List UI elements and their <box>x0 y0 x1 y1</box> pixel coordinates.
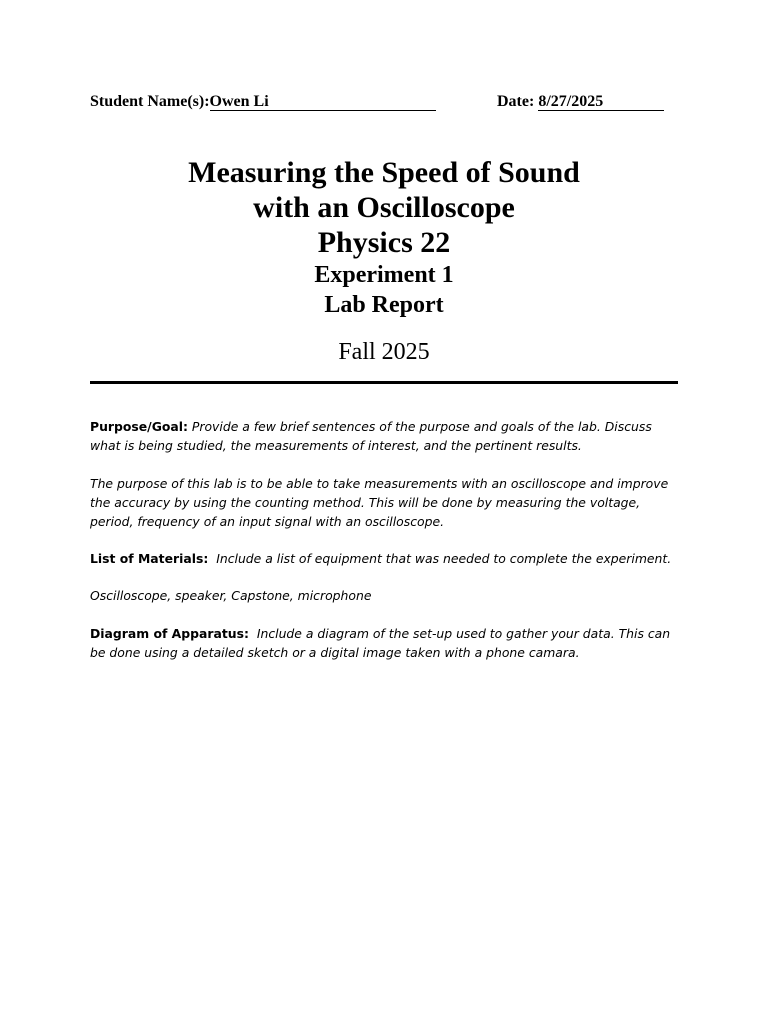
title-block <box>90 155 678 367</box>
student-name-value[interactable]: Owen Li <box>210 93 436 111</box>
date-value[interactable]: 8/27/2025 <box>538 93 664 111</box>
date-label: Date: <box>497 93 539 110</box>
date-field[interactable] <box>497 93 664 111</box>
diagram-label: Diagram of Apparatus: <box>90 626 249 641</box>
materials-label: List of Materials: <box>90 551 209 566</box>
title-line-3: Physics 22 <box>317 226 451 259</box>
materials-instruction: Include a list of equipment that was needed to complete the experiment. <box>216 551 672 566</box>
materials-section <box>90 549 680 568</box>
purpose-answer[interactable]: The purpose of this lab is to be able to take measurements with an oscilloscope and improve the accuracy by using the counting method. This will be done by measuring the voltage, period, frequency of an input signal with an oscilloscope. <box>90 476 669 529</box>
title-divider <box>90 381 678 384</box>
student-name-label: Student Name(s): <box>90 93 210 110</box>
header-row <box>90 93 680 117</box>
title-line-2: with an Oscilloscope <box>253 191 515 224</box>
diagram-instruction: Include a diagram of the set-up used to gather your data. This can be done using a detailed sketch or a digital image taken with a phone camara. <box>90 626 671 660</box>
purpose-label: Purpose/Goal: <box>90 419 188 434</box>
student-name-field[interactable] <box>90 93 436 111</box>
purpose-instruction: Provide a few brief sentences of the purpose and goals of the lab. Discuss what is being studied, the measurements of interest, and the pertinent results. <box>90 419 652 453</box>
purpose-section <box>90 417 680 455</box>
term-label: Fall 2025 <box>338 339 430 365</box>
diagram-section <box>90 624 680 662</box>
lab-report-label: Lab Report <box>324 292 444 318</box>
materials-answer[interactable]: Oscilloscope, speaker, Capstone, microphone <box>90 588 372 603</box>
title-line-1: Measuring the Speed of Sound <box>188 156 580 189</box>
experiment-label: Experiment 1 <box>314 262 454 288</box>
